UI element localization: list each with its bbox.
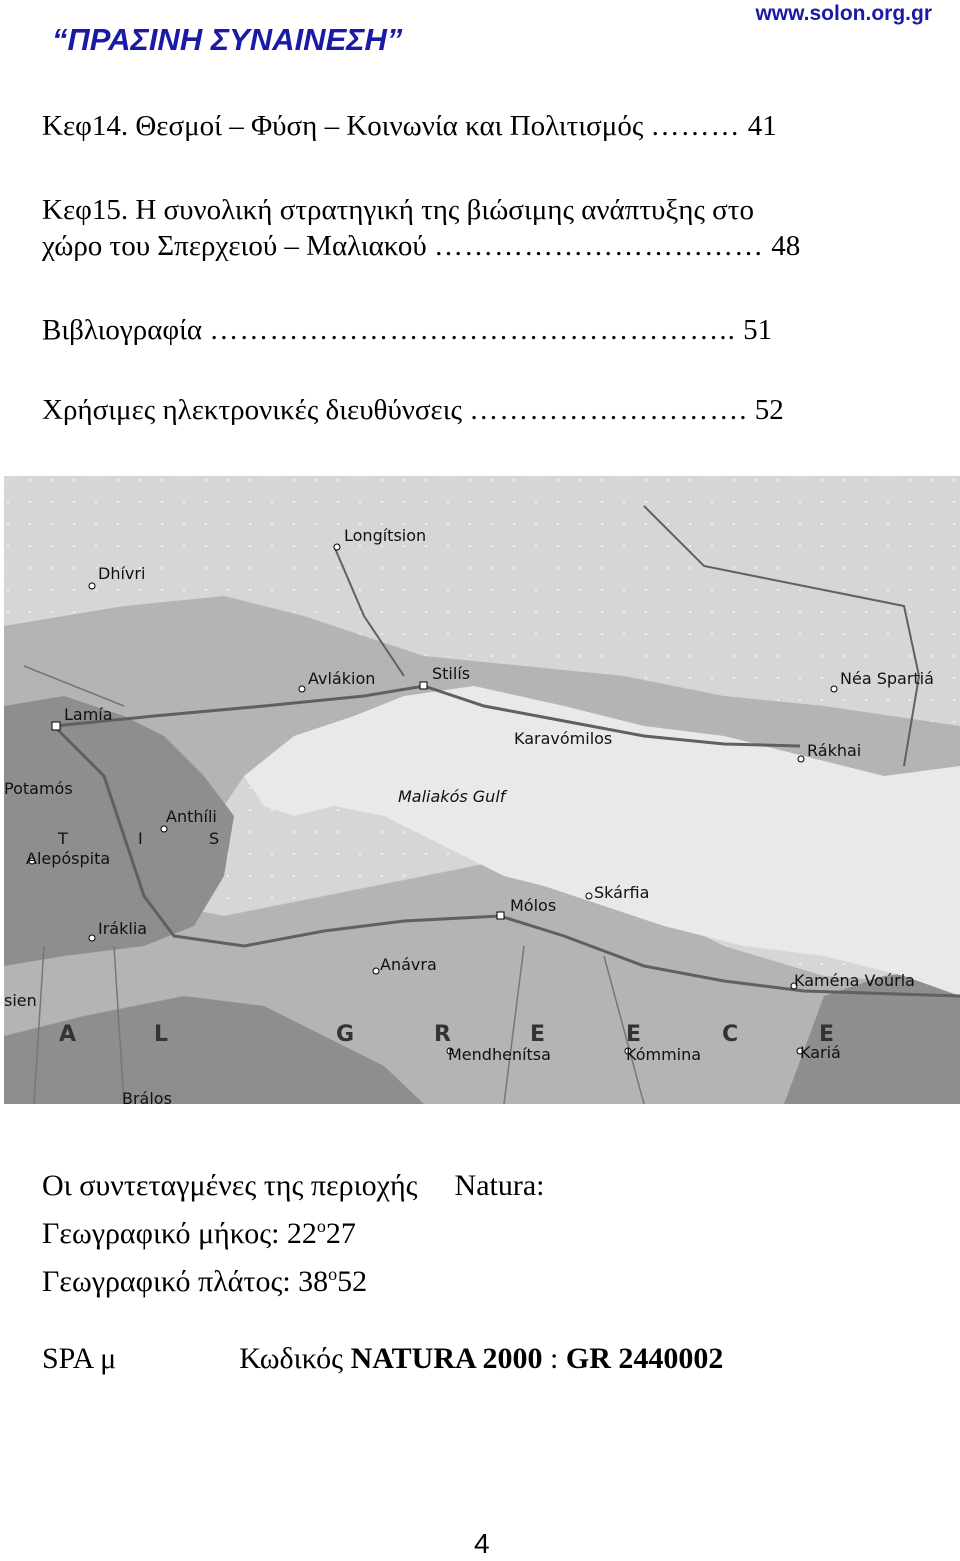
- map-label-nea-spartia: Néa Spartiá: [840, 669, 934, 688]
- map-label-sien: sien: [4, 991, 37, 1010]
- toc-leader: ……………………………………………..: [209, 314, 736, 346]
- svg-text:I: I: [138, 829, 143, 848]
- toc-page-number: 48: [771, 230, 801, 262]
- map-label-skarfia: Skárfia: [594, 883, 650, 902]
- toc-entry-text: Βιβλιογραφία: [42, 314, 203, 346]
- map-label-avlakion: Avlákion: [308, 669, 376, 688]
- page-number: 4: [474, 1528, 490, 1559]
- toc-leader: ……………………………: [433, 230, 764, 262]
- map-label-kamena-vourla: Kaména Voúrla: [794, 971, 915, 990]
- toc-entry-ch14: [42, 108, 932, 144]
- toc-page-number: 52: [754, 394, 784, 426]
- coords-intro: Οι συντεταγμένες της περιοχής: [42, 1169, 418, 1202]
- toc-entry-links: [42, 392, 932, 428]
- map-label-stilis: Stilís: [432, 664, 471, 683]
- region-letter: A: [59, 1022, 77, 1047]
- map-label-molos: Mólos: [510, 896, 557, 915]
- map-label-karavomilos: Karavómilos: [514, 729, 613, 748]
- natura-code-name: NATURA 2000: [350, 1342, 543, 1375]
- map-label-kommina: Kómmina: [626, 1045, 702, 1064]
- document-header-title: “ΠΡΑΣΙΝΗ ΣΥΝΑΙΝΕΣΗ”: [52, 22, 403, 57]
- natura-code-label: Κωδικός: [239, 1342, 344, 1375]
- spa-label: SPA μ: [42, 1342, 117, 1375]
- toc-entry-text-line1: Κεφ15. Η συνολική στρατηγική της βιώσιμης ανάπτυξης στο: [42, 194, 754, 226]
- region-letter: G: [336, 1022, 355, 1047]
- region-letter: E: [819, 1022, 835, 1047]
- map-label-maliakos-gulf: Maliakós Gulf: [398, 787, 506, 806]
- toc-entry-text: Χρήσιμες ηλεκτρονικές διευθύνσεις: [42, 394, 463, 426]
- toc-entry-text: χώρο του Σπερχειού – Μαλιακού: [42, 230, 427, 262]
- toc-leader: ………: [650, 110, 741, 142]
- map-label-lamia: Lamía: [64, 705, 113, 724]
- map-label-rakhai: Rákhai: [807, 741, 862, 760]
- region-letter: L: [154, 1022, 169, 1047]
- region-letter: C: [722, 1022, 739, 1047]
- header-url: www.solon.org.gr: [755, 2, 932, 25]
- map-label-mendhenitsa: Mendhenítsa: [448, 1045, 551, 1064]
- natura-coordinates: [42, 1166, 545, 1302]
- map-label-anthili: Anthíli: [166, 807, 217, 826]
- map-label-longitsion: Longítsion: [344, 526, 427, 545]
- map-label-karia: Kariá: [800, 1043, 841, 1062]
- map-label-iraklia: Iráklia: [98, 919, 148, 938]
- toc-entry-ch15: [42, 192, 932, 264]
- toc-page-number: 51: [743, 314, 773, 346]
- svg-text:T: T: [58, 829, 68, 848]
- spa-line: SPA μ Κωδικός NATURA 2000 : GR 2440002: [42, 1342, 724, 1375]
- toc-leader: ……………………….: [469, 394, 748, 426]
- map-label-potamos: Potamós: [4, 779, 73, 798]
- longitude-line: Γεωγραφικό μήκος: $22^o27$: [42, 1216, 356, 1250]
- natura-code-value: GR 2440002: [565, 1342, 724, 1375]
- toc-entry-bibliography: [42, 312, 932, 348]
- coords-natura-label: Natura:: [454, 1169, 545, 1202]
- region-letter: E: [530, 1022, 546, 1047]
- map-label-dhivri: Dhívri: [98, 564, 146, 583]
- map-label-alepospita: Alepóspita: [26, 849, 111, 868]
- map-label-anavra: Anávra: [380, 955, 437, 974]
- toc-page-number: 41: [747, 110, 777, 142]
- map-label-bralos: Brálos: [122, 1089, 172, 1104]
- maliakos-gulf-map: [4, 476, 960, 1104]
- region-letter: R: [434, 1022, 451, 1047]
- latitude-line: Γεωγραφικό πλάτος: $38^o52$: [42, 1264, 368, 1298]
- map-label-s: S: [209, 829, 220, 848]
- region-letter: E: [626, 1022, 642, 1047]
- toc-entry-text: Κεφ14. Θεσμοί – Φύση – Κοινωνία και Πολιτισμός: [42, 110, 644, 142]
